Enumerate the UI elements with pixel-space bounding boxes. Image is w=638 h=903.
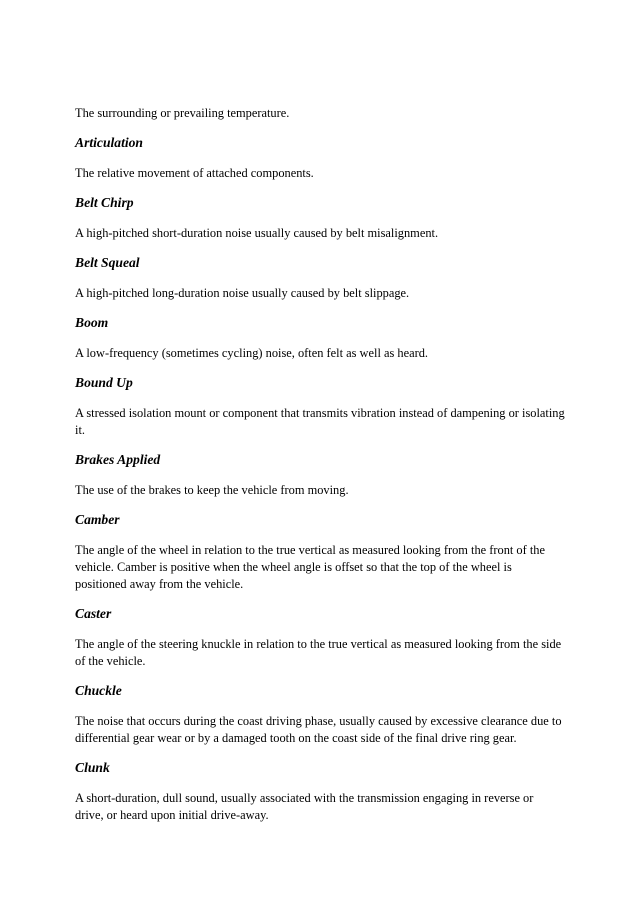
glossary-entry-camber	[75, 511, 565, 593]
glossary-definition: A short-duration, dull sound, usually associated with the transmission engaging in reverse or drive, or heard upon initial drive-away.	[75, 791, 534, 822]
glossary-term: Articulation	[75, 135, 143, 150]
glossary-term: Clunk	[75, 760, 110, 775]
glossary-entry-chuckle	[75, 682, 565, 747]
glossary-term: Brakes Applied	[75, 452, 161, 467]
glossary-entry-articulation	[75, 134, 565, 182]
glossary-term: Belt Squeal	[75, 255, 140, 270]
glossary-term: Bound Up	[75, 375, 133, 390]
glossary-entry-belt-squeal	[75, 254, 565, 302]
glossary-definition: The angle of the wheel in relation to the true vertical as measured looking from the front of the vehicle. Camber is positive when the wheel angle is offset so that the top of the wheel is positioned away from the vehicle.	[75, 543, 545, 591]
glossary-term: Boom	[75, 315, 109, 330]
glossary-term: Belt Chirp	[75, 195, 134, 210]
glossary-definition: The use of the brakes to keep the vehicle from moving.	[75, 483, 349, 497]
glossary-term: Chuckle	[75, 683, 122, 698]
glossary-definition: The noise that occurs during the coast driving phase, usually caused by excessive clearance due to differential gear wear or by a damaged tooth on the coast side of the final drive ring gear.	[75, 714, 562, 745]
glossary-entry-caster	[75, 605, 565, 670]
glossary-entry-bound-up	[75, 374, 565, 439]
glossary-entry-clunk	[75, 759, 565, 824]
document-page	[75, 105, 565, 836]
glossary-term: Caster	[75, 606, 112, 621]
glossary-entry-boom	[75, 314, 565, 362]
intro-definition: The surrounding or prevailing temperature.	[75, 106, 290, 120]
glossary-entry-brakes-applied	[75, 451, 565, 499]
glossary-definition: The relative movement of attached components.	[75, 166, 314, 180]
glossary-definition: A stressed isolation mount or component that transmits vibration instead of dampening or isolating it.	[75, 406, 565, 437]
glossary-term: Camber	[75, 512, 120, 527]
glossary-definition: A high-pitched short-duration noise usually caused by belt misalignment.	[75, 226, 439, 240]
glossary-definition: A high-pitched long-duration noise usually caused by belt slippage.	[75, 286, 410, 300]
glossary-entry-belt-chirp	[75, 194, 565, 242]
glossary-definition: A low-frequency (sometimes cycling) noise, often felt as well as heard.	[75, 346, 429, 360]
glossary-definition: The angle of the steering knuckle in relation to the true vertical as measured looking from the side of the vehicle.	[75, 637, 562, 668]
